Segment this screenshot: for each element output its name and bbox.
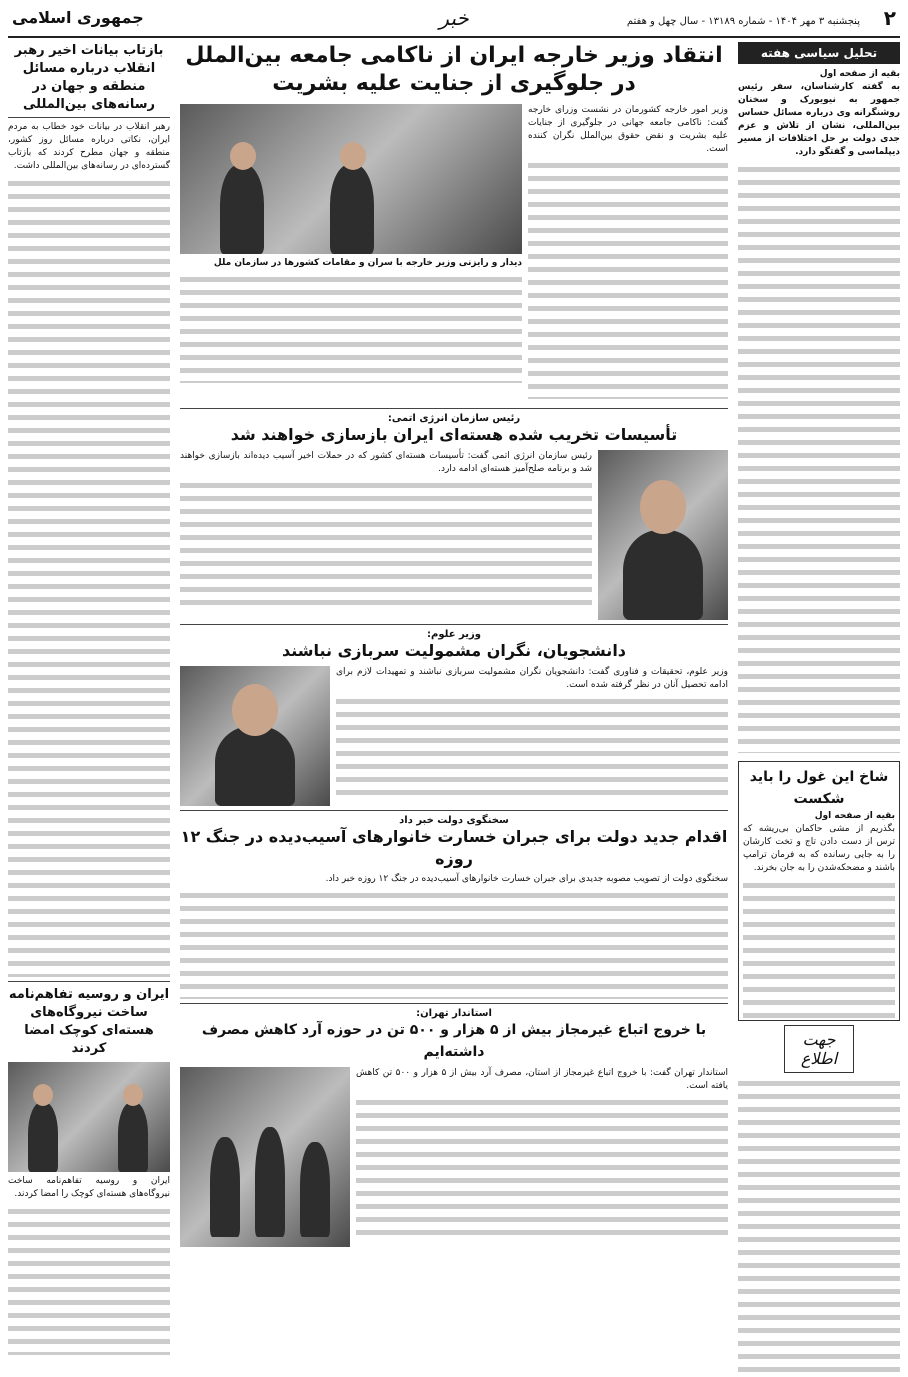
issue-info: پنجشنبه ۳ مهر ۱۴۰۴ - شماره ۱۳۱۸۹ - سال چهل و هفتم	[626, 16, 860, 27]
nuclear-headline: تأسیسات تخریب شده هسته‌ای ایران بازسازی خواهند شد	[230, 425, 678, 444]
newspaper-logo: جمهوری اسلامی	[12, 8, 144, 27]
main-subhead: دیدار و رایزنی وزیر خارجه با سران و مقامات کشورها در سازمان ملل	[213, 258, 522, 268]
left-column	[8, 42, 170, 1325]
nuclear-kicker: رئیس سازمان انرژی اتمی:	[387, 413, 521, 424]
fm-meeting-photo	[180, 104, 522, 254]
editorial-title: شاخ این غول را باید شکست	[749, 769, 889, 807]
gov-headline: اقدام جدید دولت برای جبران خسارت خانوارهای آسیب‌دیده در جنگ ۱۲ روزه	[180, 827, 728, 868]
tehran-lead: استاندار تهران گفت: با خروج اتباع غیرمجاز از استان، مصرف آرد بیش از ۵ هزار و ۵۰۰ تن کاهش یافته است.	[356, 1068, 728, 1091]
analysis-continued: بقیه از صفحه اول	[819, 69, 900, 79]
analysis-body	[738, 163, 900, 753]
main-column	[180, 42, 728, 1325]
analysis-lead: به گفته کارشناسان، سفر رئیس جمهور به نیویورک و سخنان روشنگرانه وی درباره مسائل حساس بین‌المللی، نشان از تلاش و عزم جدی دولت بر حل اختلافات از مسیر دیپلماسی و گفتگو دارد.	[738, 82, 900, 157]
nuclear-lead: رئیس سازمان انرژی اتمی گفت: تأسیسات هسته‌ای کشور که در حملات اخیر آسیب دیده‌اند بازسازی خواهند شد و برنامه صلح‌آمیز هسته‌ای ادامه دارد.	[180, 451, 592, 474]
science-minister-photo	[180, 666, 330, 806]
page-number: ۲	[883, 6, 896, 30]
right-column	[738, 42, 900, 1325]
signing-photo	[8, 1062, 170, 1172]
iran-russia-headline: ایران و روسیه تفاهم‌نامه ساخت نیروگاه‌های هسته‌ای کوچک امضا کردند	[8, 987, 170, 1056]
migrants-photo	[180, 1067, 350, 1247]
leader-story-body	[8, 177, 170, 977]
analysis-title: تحلیل سیاسی هفته	[738, 42, 900, 64]
science-headline: دانشجویان، نگران مشمولیت سربازی نباشند	[281, 641, 627, 660]
science-kicker: وزیر علوم:	[427, 629, 481, 640]
gov-lead: سخنگوی دولت از تصویب مصوبه جدیدی برای جبران خسارت خانوارهای آسیب‌دیده در جنگ ۱۲ روزه خبر داد.	[325, 874, 728, 884]
editorial-lead: بگذریم از مشی حاکمان بی‌ریشه که ترس از دست دادن تاج و تخت کارشان را به جایی رسانده که به فرمان ترامپ باشند و مضحکه‌شدن را به جان بخرند.	[743, 824, 895, 873]
leader-story-headline: بازتاب بیانات اخیر رهبر انقلاب درباره مسائل منطقه و جهان در رسانه‌های بین‌المللی	[14, 43, 164, 112]
editorial-continued: بقیه از صفحه اول	[814, 811, 895, 821]
section-title: خبر	[439, 6, 469, 30]
leader-story-lead: رهبر انقلاب در بیانات خود خطاب به مردم ایران، نکاتی درباره مسائل روز کشور، منطقه و جهان مطرح کردند که بازتاب گسترده‌ای در رسانه‌های بین‌المللی داشت.	[8, 122, 170, 171]
science-lead: وزیر علوم، تحقیقات و فناوری گفت: دانشجویان نگران مشمولیت سربازی نباشند و تمهیدات لازم برای ادامه تحصیل آنان در نظر گرفته شده است.	[336, 667, 728, 690]
nuclear-chief-photo	[598, 450, 728, 620]
main-headline: انتقاد وزیر خارجه ایران از ناکامی جامعه بین‌الملل در جلوگیری از جنایت علیه بشریت	[185, 43, 723, 96]
page-header	[8, 6, 900, 38]
tehran-kicker: استاندار تهران:	[416, 1008, 492, 1019]
iran-russia-lead: ایران و روسیه تفاهم‌نامه ساخت نیروگاه‌های هسته‌ای کوچک را امضا کردند.	[8, 1176, 170, 1199]
editorial-box	[738, 761, 900, 1021]
notice-stamp: جهت اطلاع	[784, 1025, 854, 1073]
gov-kicker: سخنگوی دولت خبر داد	[399, 815, 509, 826]
main-lead: وزیر امور خارجه کشورمان در نشست وزرای خارجه گفت: ناکامی جامعه جهانی در جلوگیری از جنایات علیه بشریت و نقض حقوق بین‌الملل نگران کننده است.	[528, 105, 728, 154]
tehran-headline: با خروج اتباع غیرمجاز بیش از ۵ هزار و ۵۰۰ تن در حوزه آرد کاهش مصرف داشته‌ایم	[201, 1022, 707, 1060]
